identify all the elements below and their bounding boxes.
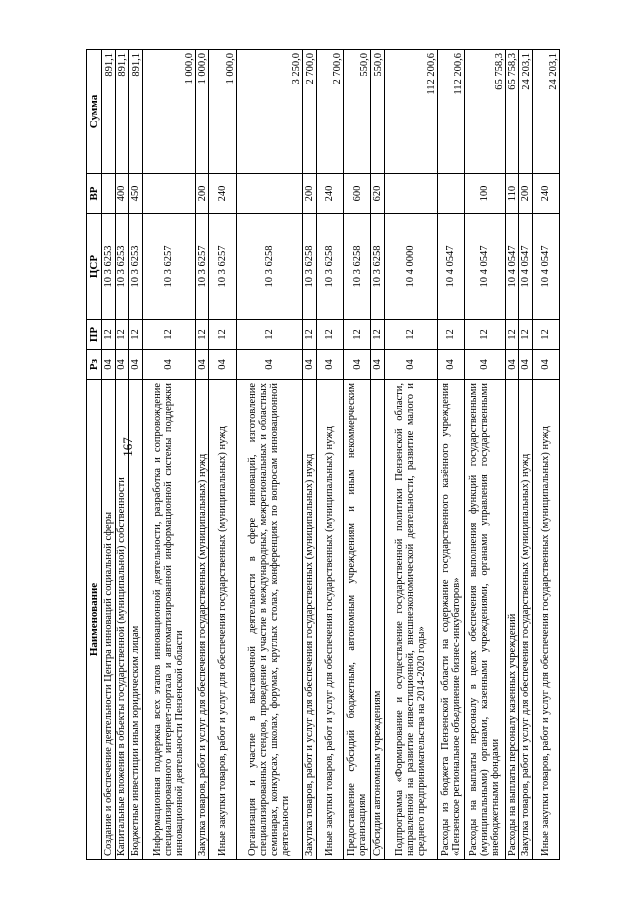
- cell-vr: 200: [519, 174, 533, 214]
- table-row: [303, 50, 317, 860]
- cell-csr: 10 4 0547: [505, 214, 519, 320]
- cell-csr: 10 3 6253: [102, 214, 116, 320]
- cell-vr: [236, 174, 303, 214]
- cell-rz: 04: [236, 350, 303, 380]
- cell-name: Иные закупки товаров, работ и услуг для обеспечения государственных (муниципальных) нужд: [316, 380, 343, 860]
- cell-vr: [102, 174, 116, 214]
- header-sum: Сумма: [87, 50, 102, 174]
- cell-pr: 12: [384, 320, 437, 350]
- cell-vr: 110: [505, 174, 519, 214]
- rotated-page-content: [86, 50, 560, 860]
- cell-vr: 450: [129, 174, 143, 214]
- cell-pr: 12: [303, 320, 317, 350]
- cell-csr: 10 4 0000: [384, 214, 437, 320]
- cell-csr: 10 4 0547: [465, 214, 506, 320]
- cell-name: Расходы из бюджета Пензенской области на содержание государственного казённого учреждения «Пензенское региональное объединение бизнес-инкубаторов»: [437, 380, 464, 860]
- table-row: [102, 50, 116, 860]
- table-row: [465, 50, 506, 860]
- cell-name: Расходы на выплаты персоналу казенных учреждений: [505, 380, 519, 860]
- cell-csr: 10 3 6258: [371, 214, 385, 320]
- table-header-row: [87, 50, 102, 860]
- cell-pr: 12: [102, 320, 116, 350]
- cell-rz: 04: [142, 350, 195, 380]
- cell-name: Капитальные вложения в объекты государственной (муниципальной) собственности: [115, 380, 129, 860]
- cell-vr: 600: [344, 174, 371, 214]
- cell-sum: 891,1: [102, 50, 116, 174]
- cell-vr: 240: [532, 174, 559, 214]
- cell-sum: 2 700,0: [316, 50, 343, 174]
- cell-name: Информационная поддержка всех этапов инновационной деятельности, разработка и сопровождение специализированного интернет-портала и автоматизированной информационной системы поддержки инновационной деятельности Пензенской области: [142, 380, 195, 860]
- cell-sum: 2 700,0: [303, 50, 317, 174]
- header-pr: ПР: [87, 320, 102, 350]
- cell-sum: 1 000,0: [142, 50, 195, 174]
- cell-vr: 200: [195, 174, 209, 214]
- cell-name: Расходы на выплаты персоналу в целях обеспечения выполнения функций государственными (муниципальными) органами, казенными учреждениями, органами управления государственными внебюджетными фондами: [465, 380, 506, 860]
- cell-csr: 10 3 6258: [316, 214, 343, 320]
- table-row: [344, 50, 371, 860]
- cell-sum: 3 250,0: [236, 50, 303, 174]
- cell-pr: 12: [505, 320, 519, 350]
- cell-rz: 04: [195, 350, 209, 380]
- cell-pr: 12: [519, 320, 533, 350]
- table-row: [371, 50, 385, 860]
- cell-rz: 04: [465, 350, 506, 380]
- cell-name: Иные закупки товаров, работ и услуг для обеспечения государственных (муниципальных) нужд: [209, 380, 236, 860]
- cell-sum: 112 200,6: [437, 50, 464, 174]
- cell-csr: 10 4 0547: [519, 214, 533, 320]
- table-row: [142, 50, 195, 860]
- cell-csr: 10 3 6257: [142, 214, 195, 320]
- cell-pr: 12: [344, 320, 371, 350]
- header-name: Наименование: [87, 380, 102, 860]
- cell-rz: 04: [303, 350, 317, 380]
- cell-name: Подпрограмма «Формирование и осуществление государственной политики Пензенской области, направленной на развитие инвестиционной, внешнеэкономической деятельности, развитие малого и среднего предпринимательства на 2014-2020 годы»: [384, 380, 437, 860]
- cell-name: Закупка товаров, работ и услуг для обеспечения государственных (муниципальных) нужд: [303, 380, 317, 860]
- cell-pr: 12: [371, 320, 385, 350]
- cell-name: Предоставление субсидий бюджетным, автономным учреждениям и иным некоммерческим организациям: [344, 380, 371, 860]
- cell-rz: 04: [371, 350, 385, 380]
- table-row: [384, 50, 437, 860]
- cell-sum: 112 200,6: [384, 50, 437, 174]
- cell-vr: 240: [209, 174, 236, 214]
- cell-rz: 04: [384, 350, 437, 380]
- header-rz: Рз: [87, 350, 102, 380]
- cell-sum: 550,0: [344, 50, 371, 174]
- table-row: [209, 50, 236, 860]
- cell-csr: 10 3 6258: [236, 214, 303, 320]
- cell-pr: 12: [142, 320, 195, 350]
- cell-vr: 100: [465, 174, 506, 214]
- table-row: [129, 50, 143, 860]
- cell-rz: 04: [316, 350, 343, 380]
- cell-vr: 200: [303, 174, 317, 214]
- cell-pr: 12: [316, 320, 343, 350]
- cell-csr: 10 4 0547: [437, 214, 464, 320]
- cell-rz: 04: [129, 350, 143, 380]
- table-row: [505, 50, 519, 860]
- cell-rz: 04: [344, 350, 371, 380]
- cell-rz: 04: [519, 350, 533, 380]
- cell-vr: [142, 174, 195, 214]
- cell-sum: 24 203,1: [519, 50, 533, 174]
- cell-rz: 04: [209, 350, 236, 380]
- cell-csr: 10 3 6253: [129, 214, 143, 320]
- cell-sum: 24 203,1: [532, 50, 559, 174]
- cell-pr: 12: [236, 320, 303, 350]
- cell-vr: [437, 174, 464, 214]
- cell-csr: 10 3 6257: [195, 214, 209, 320]
- cell-vr: 620: [371, 174, 385, 214]
- cell-pr: 12: [195, 320, 209, 350]
- cell-name: Субсидии автономным учреждениям: [371, 380, 385, 860]
- cell-csr: 10 4 0547: [532, 214, 559, 320]
- cell-pr: 12: [115, 320, 129, 350]
- cell-sum: 550,0: [371, 50, 385, 174]
- cell-csr: 10 3 6257: [209, 214, 236, 320]
- cell-rz: 04: [437, 350, 464, 380]
- table-row: [316, 50, 343, 860]
- budget-table: [86, 49, 560, 860]
- table-row: [236, 50, 303, 860]
- cell-sum: 1 000,0: [195, 50, 209, 174]
- table-row: [437, 50, 464, 860]
- cell-pr: 12: [465, 320, 506, 350]
- cell-name: Закупка товаров, работ и услуг для обеспечения государственных (муниципальных) нужд: [195, 380, 209, 860]
- cell-sum: 891,1: [115, 50, 129, 174]
- cell-name: Создание и обеспечение деятельности Центра инноваций социальной сферы: [102, 380, 116, 860]
- cell-sum: 1 000,0: [209, 50, 236, 174]
- header-csr: ЦСР: [87, 214, 102, 320]
- cell-name: Организация и участие в выставочной деятельности в сфере инноваций, изготовление специализированных стендов, проведение и участие в международных, межрегиональных и областных семинарах, конкурсах, школах, форумах, круглых столах, конференциях по вопросам инновационной деятельности: [236, 380, 303, 860]
- cell-pr: 12: [437, 320, 464, 350]
- cell-name: Бюджетные инвестиции иным юридическим лицам: [129, 380, 143, 860]
- cell-vr: 240: [316, 174, 343, 214]
- cell-sum: 891,1: [129, 50, 143, 174]
- cell-rz: 04: [102, 350, 116, 380]
- cell-sum: 65 758,3: [505, 50, 519, 174]
- cell-rz: 04: [115, 350, 129, 380]
- cell-sum: 65 758,3: [465, 50, 506, 174]
- cell-vr: [384, 174, 437, 214]
- cell-vr: 400: [115, 174, 129, 214]
- cell-name: Закупка товаров, работ и услуг для обеспечения государственных (муниципальных) нужд: [519, 380, 533, 860]
- cell-rz: 04: [532, 350, 559, 380]
- cell-rz: 04: [505, 350, 519, 380]
- cell-pr: 12: [129, 320, 143, 350]
- table-row: [532, 50, 559, 860]
- header-vr: ВР: [87, 174, 102, 214]
- cell-pr: 12: [209, 320, 236, 350]
- cell-csr: 10 3 6253: [115, 214, 129, 320]
- table-row: [115, 50, 129, 860]
- table-row: [195, 50, 209, 860]
- cell-csr: 10 3 6258: [344, 214, 371, 320]
- cell-pr: 12: [532, 320, 559, 350]
- page-number: 167: [120, 437, 135, 457]
- table-row: [519, 50, 533, 860]
- cell-name: Иные закупки товаров, работ и услуг для обеспечения государственных (муниципальных) нужд: [532, 380, 559, 860]
- cell-csr: 10 3 6258: [303, 214, 317, 320]
